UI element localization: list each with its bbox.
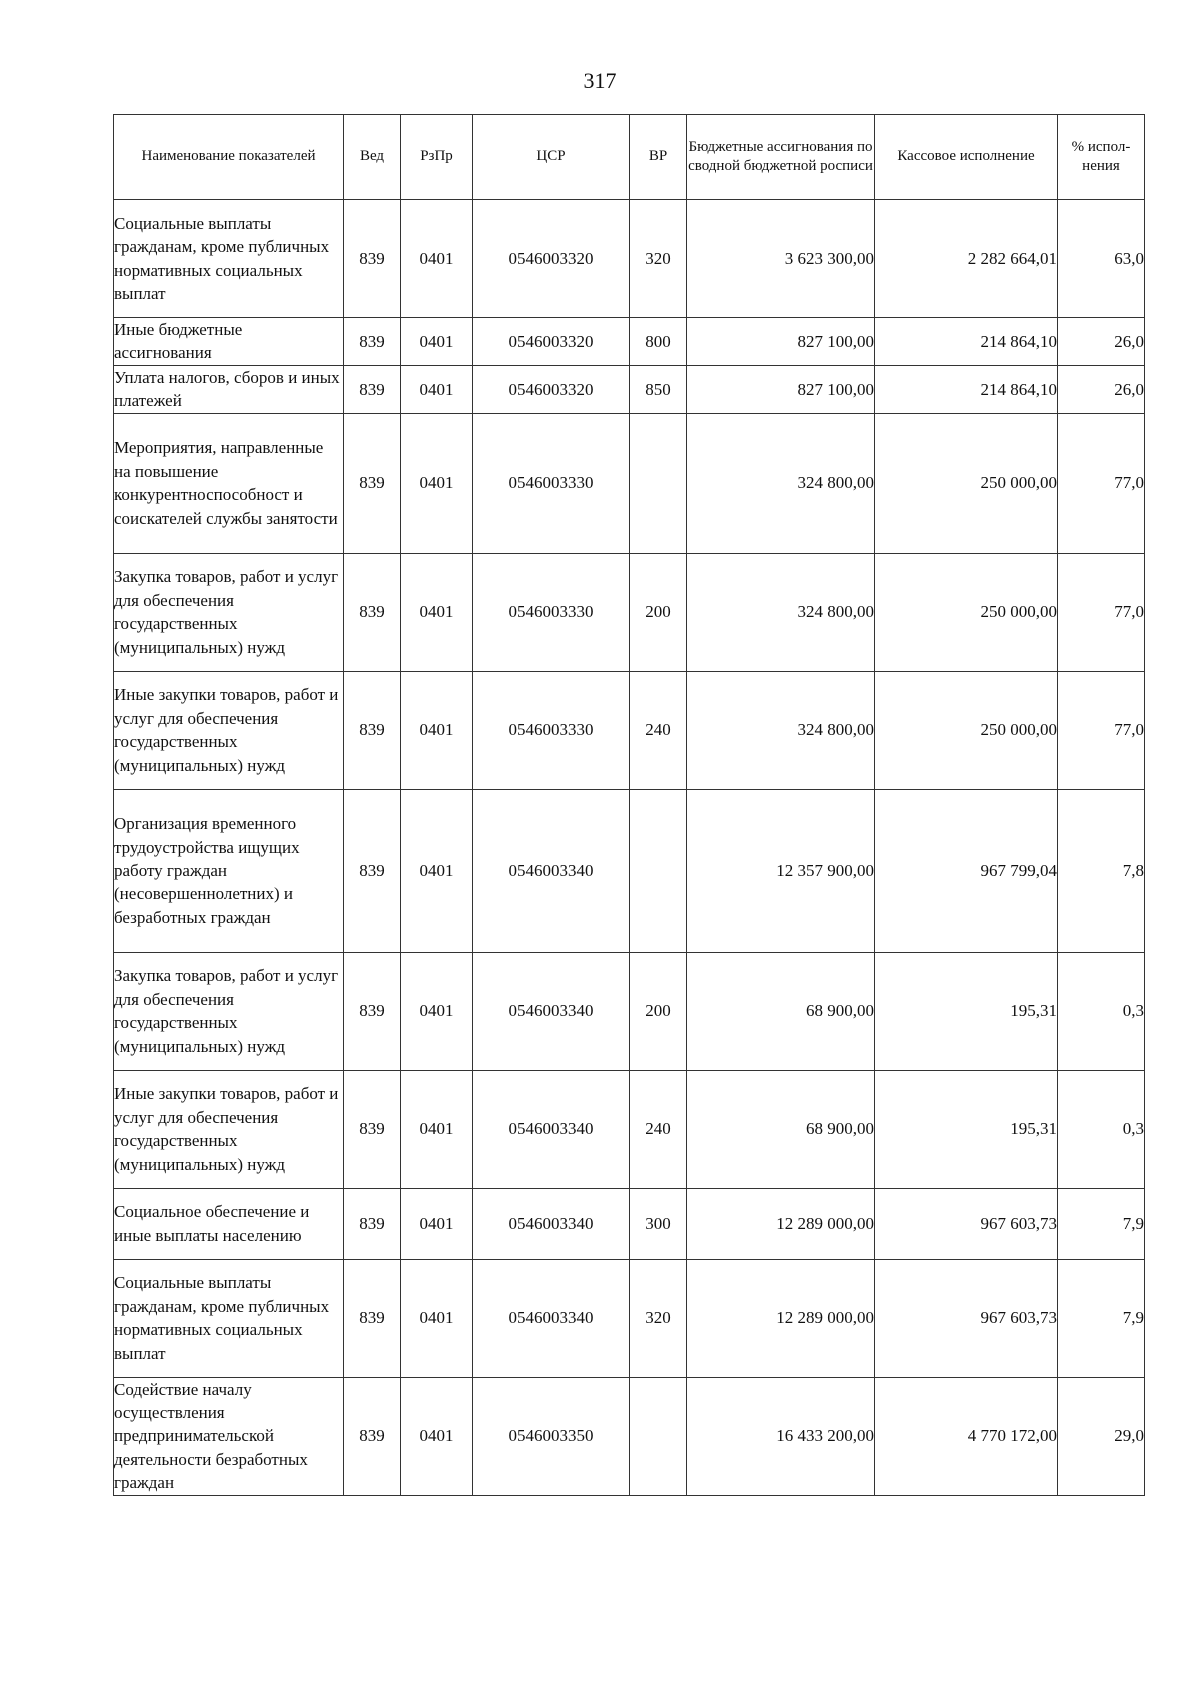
row-vr: 200 xyxy=(630,952,687,1070)
row-csr: 0546003320 xyxy=(473,365,630,413)
header-csr: ЦСР xyxy=(473,115,630,200)
table-row xyxy=(114,1377,1145,1495)
row-ved: 839 xyxy=(344,365,401,413)
row-rzpr: 0401 xyxy=(401,1259,473,1377)
row-cash-execution: 967 603,73 xyxy=(875,1259,1058,1377)
row-name: Закупка товаров, работ и услуг для обеспечения государственных (муниципальных) нужд xyxy=(114,553,344,671)
budget-table xyxy=(113,114,1145,1496)
row-csr: 0546003320 xyxy=(473,200,630,318)
row-name: Социальные выплаты гражданам, кроме публичных нормативных социальных выплат xyxy=(114,1259,344,1377)
row-vr: 240 xyxy=(630,1070,687,1188)
header-name: Наименование показателей xyxy=(114,115,344,200)
row-cash-execution: 250 000,00 xyxy=(875,553,1058,671)
row-csr: 0546003350 xyxy=(473,1377,630,1495)
row-name: Иные закупки товаров, работ и услуг для обеспечения государственных (муниципальных) нужд xyxy=(114,671,344,789)
row-assignments: 12 289 000,00 xyxy=(687,1259,875,1377)
row-assignments: 12 357 900,00 xyxy=(687,789,875,952)
row-assignments: 3 623 300,00 xyxy=(687,200,875,318)
row-cash-execution: 967 799,04 xyxy=(875,789,1058,952)
row-rzpr: 0401 xyxy=(401,1188,473,1259)
row-csr: 0546003330 xyxy=(473,413,630,553)
row-cash-execution: 195,31 xyxy=(875,952,1058,1070)
row-name: Социальное обеспечение и иные выплаты населению xyxy=(114,1188,344,1259)
row-ved: 839 xyxy=(344,671,401,789)
row-name: Социальные выплаты гражданам, кроме публичных нормативных социальных выплат xyxy=(114,200,344,318)
row-name: Закупка товаров, работ и услуг для обеспечения государственных (муниципальных) нужд xyxy=(114,952,344,1070)
row-vr: 800 xyxy=(630,318,687,366)
row-cash-execution: 250 000,00 xyxy=(875,671,1058,789)
row-ved: 839 xyxy=(344,1188,401,1259)
row-percent: 29,0 xyxy=(1058,1377,1145,1495)
header-rzpr: РзПр xyxy=(401,115,473,200)
row-rzpr: 0401 xyxy=(401,1070,473,1188)
row-rzpr: 0401 xyxy=(401,200,473,318)
table-row xyxy=(114,1259,1145,1377)
row-cash-execution: 4 770 172,00 xyxy=(875,1377,1058,1495)
row-rzpr: 0401 xyxy=(401,671,473,789)
row-percent: 7,9 xyxy=(1058,1259,1145,1377)
row-ved: 839 xyxy=(344,952,401,1070)
row-cash-execution: 214 864,10 xyxy=(875,318,1058,366)
row-percent: 77,0 xyxy=(1058,553,1145,671)
row-ved: 839 xyxy=(344,413,401,553)
row-percent: 77,0 xyxy=(1058,413,1145,553)
row-csr: 0546003330 xyxy=(473,553,630,671)
row-csr: 0546003340 xyxy=(473,789,630,952)
row-percent: 26,0 xyxy=(1058,318,1145,366)
row-csr: 0546003340 xyxy=(473,1188,630,1259)
row-name: Уплата налогов, сборов и иных платежей xyxy=(114,365,344,413)
table-row xyxy=(114,200,1145,318)
row-percent: 0,3 xyxy=(1058,952,1145,1070)
row-csr: 0546003330 xyxy=(473,671,630,789)
row-vr xyxy=(630,413,687,553)
header-ved: Вед xyxy=(344,115,401,200)
row-vr: 240 xyxy=(630,671,687,789)
row-rzpr: 0401 xyxy=(401,318,473,366)
row-rzpr: 0401 xyxy=(401,952,473,1070)
row-cash-execution: 214 864,10 xyxy=(875,365,1058,413)
row-assignments: 12 289 000,00 xyxy=(687,1188,875,1259)
table-row xyxy=(114,553,1145,671)
table-row xyxy=(114,789,1145,952)
row-assignments: 827 100,00 xyxy=(687,318,875,366)
row-name: Иные бюджетные ассигнования xyxy=(114,318,344,366)
header-percent: % испол-нения xyxy=(1058,115,1145,200)
row-percent: 77,0 xyxy=(1058,671,1145,789)
table-row xyxy=(114,1070,1145,1188)
row-vr: 320 xyxy=(630,200,687,318)
table-row xyxy=(114,952,1145,1070)
header-vr: ВР xyxy=(630,115,687,200)
row-csr: 0546003340 xyxy=(473,1070,630,1188)
row-ved: 839 xyxy=(344,789,401,952)
row-assignments: 827 100,00 xyxy=(687,365,875,413)
row-assignments: 68 900,00 xyxy=(687,1070,875,1188)
row-name: Содействие началу осуществления предпринимательской деятельности безработных граждан xyxy=(114,1377,344,1495)
row-rzpr: 0401 xyxy=(401,1377,473,1495)
row-assignments: 324 800,00 xyxy=(687,553,875,671)
row-assignments: 68 900,00 xyxy=(687,952,875,1070)
row-name: Иные закупки товаров, работ и услуг для обеспечения государственных (муниципальных) нужд xyxy=(114,1070,344,1188)
row-vr: 300 xyxy=(630,1188,687,1259)
row-rzpr: 0401 xyxy=(401,413,473,553)
table-row xyxy=(114,1188,1145,1259)
header-cash-execution: Кассовое исполнение xyxy=(875,115,1058,200)
row-vr: 200 xyxy=(630,553,687,671)
row-vr: 850 xyxy=(630,365,687,413)
row-vr: 320 xyxy=(630,1259,687,1377)
row-csr: 0546003340 xyxy=(473,1259,630,1377)
row-cash-execution: 2 282 664,01 xyxy=(875,200,1058,318)
row-assignments: 324 800,00 xyxy=(687,671,875,789)
row-csr: 0546003340 xyxy=(473,952,630,1070)
row-assignments: 324 800,00 xyxy=(687,413,875,553)
table-row xyxy=(114,413,1145,553)
table-row xyxy=(114,318,1145,366)
row-rzpr: 0401 xyxy=(401,365,473,413)
row-rzpr: 0401 xyxy=(401,789,473,952)
row-cash-execution: 967 603,73 xyxy=(875,1188,1058,1259)
row-percent: 7,8 xyxy=(1058,789,1145,952)
row-ved: 839 xyxy=(344,553,401,671)
row-vr xyxy=(630,1377,687,1495)
row-csr: 0546003320 xyxy=(473,318,630,366)
row-assignments: 16 433 200,00 xyxy=(687,1377,875,1495)
row-name: Мероприятия, направленные на повышение конкурентноспособност и соискателей службы занятости xyxy=(114,413,344,553)
table-row xyxy=(114,365,1145,413)
row-ved: 839 xyxy=(344,1070,401,1188)
row-cash-execution: 250 000,00 xyxy=(875,413,1058,553)
row-ved: 839 xyxy=(344,1377,401,1495)
table-row xyxy=(114,671,1145,789)
row-percent: 63,0 xyxy=(1058,200,1145,318)
page-number: 317 xyxy=(583,68,617,93)
row-ved: 839 xyxy=(344,1259,401,1377)
row-ved: 839 xyxy=(344,318,401,366)
row-percent: 26,0 xyxy=(1058,365,1145,413)
row-rzpr: 0401 xyxy=(401,553,473,671)
row-cash-execution: 195,31 xyxy=(875,1070,1058,1188)
row-vr xyxy=(630,789,687,952)
row-name: Организация временного трудоустройства ищущих работу граждан (несовершеннолетних) и безработных граждан xyxy=(114,789,344,952)
row-percent: 7,9 xyxy=(1058,1188,1145,1259)
row-percent: 0,3 xyxy=(1058,1070,1145,1188)
header-assignments: Бюджетные ассигнования по сводной бюджетной росписи xyxy=(687,115,875,200)
row-ved: 839 xyxy=(344,200,401,318)
table-header-row xyxy=(114,115,1145,200)
